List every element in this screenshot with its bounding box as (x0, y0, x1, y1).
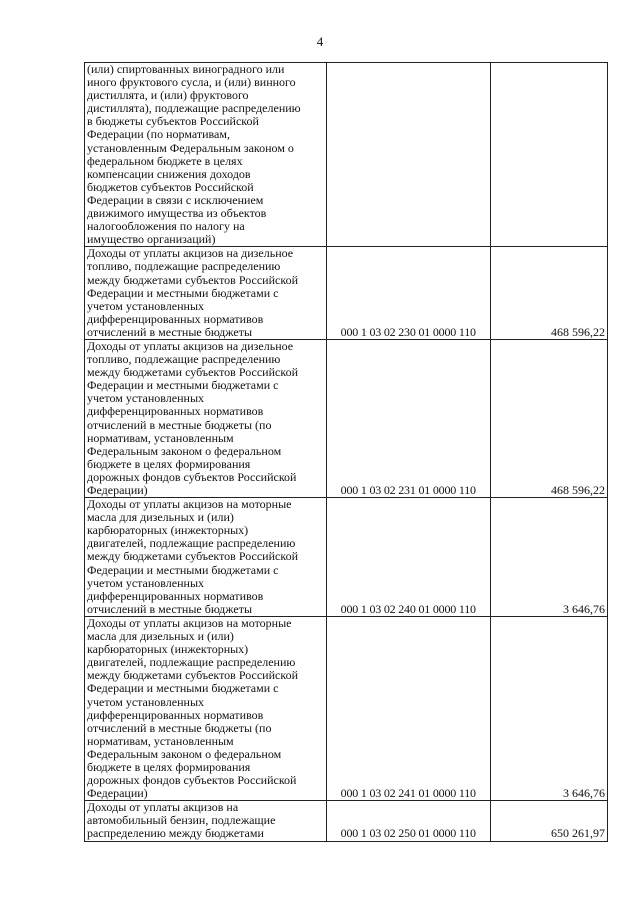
description-line: Федеральным законом о федеральном (87, 443, 282, 458)
description-line: движимого имущества из объектов (87, 206, 267, 221)
amount-cell (490, 63, 607, 247)
income-description-cell (85, 339, 327, 497)
description-line: учетом установленных (87, 298, 205, 313)
description-line: Доходы от уплаты акцизов на моторные (87, 615, 292, 630)
description-line: автомобильный бензин, подлежащие (87, 813, 276, 828)
description-line: дифференцированных нормативов (87, 311, 264, 326)
description-line: отчислений в местные бюджеты (87, 601, 253, 616)
description-line: федеральном бюджете в целях (87, 153, 243, 168)
description-line: Федеральным законом о федеральном (87, 746, 282, 761)
description-line: топливо, подлежащие распределению (87, 259, 281, 274)
description-line: Федерации) (87, 483, 148, 497)
page-number: 4 (316, 34, 324, 49)
description-line: иного фруктового сусла, и (или) винного (87, 75, 296, 90)
table-row (85, 247, 608, 340)
description-line: отчислений в местные бюджеты (87, 324, 253, 339)
description-line: дорожных фондов субъектов Российской (87, 773, 297, 788)
table-row (85, 801, 608, 841)
budget-code-cell: 000 1 03 02 241 01 0000 110 (326, 616, 490, 800)
description-line: Доходы от уплаты акцизов на (87, 800, 239, 815)
description-line: дифференцированных нормативов (87, 404, 264, 419)
income-description-cell (85, 498, 327, 617)
budget-code-cell: 000 1 03 02 250 01 0000 110 (326, 801, 490, 841)
amount-cell: 468 596,22 (490, 247, 607, 340)
description-line: Доходы от уплаты акцизов на дизельное (87, 246, 294, 261)
description-line: масла для дизельных и (или) (87, 629, 234, 644)
description-line: нормативам, установленным (87, 733, 234, 748)
description-line: учетом установленных (87, 694, 205, 709)
description-line: дистиллята), подлежащие распределению (87, 101, 301, 116)
table-row (85, 498, 608, 617)
description-line: двигателей, подлежащие распределению (87, 536, 296, 551)
description-line: Доходы от уплаты акцизов на дизельное (87, 338, 294, 353)
amount-cell: 468 596,22 (490, 339, 607, 497)
income-description-cell (85, 247, 327, 340)
budget-code-cell (326, 63, 490, 247)
description-line: карбюраторных (инжекторных) (87, 642, 249, 657)
description-line: бюджете в целях формирования (87, 759, 251, 774)
table-row (85, 616, 608, 800)
description-line: установленным Федеральным законом о (87, 140, 294, 155)
description-line: распределению между бюджетами (87, 826, 264, 841)
budget-code-cell: 000 1 03 02 231 01 0000 110 (326, 339, 490, 497)
description-line: учетом установленных (87, 391, 205, 406)
table-row (85, 63, 608, 247)
description-line: бюджетов субъектов Российской (87, 179, 254, 194)
description-line: дистиллята, и (или) фруктового (87, 88, 249, 103)
description-line: Федерации) (87, 786, 148, 801)
description-line: масла для дизельных и (или) (87, 510, 234, 525)
income-description-cell (85, 801, 327, 841)
income-description-cell (85, 63, 327, 247)
description-line: двигателей, подлежащие распределению (87, 655, 296, 670)
description-line: Федерации и местными бюджетами с (87, 285, 279, 300)
description-line: учетом установленных (87, 575, 205, 590)
description-line: дорожных фондов субъектов Российской (87, 469, 297, 484)
description-line: карбюраторных (инжекторных) (87, 523, 249, 538)
revenue-table (84, 62, 608, 842)
description-line: компенсации снижения доходов (87, 166, 251, 181)
description-line: дифференцированных нормативов (87, 707, 264, 722)
description-line: в бюджеты субъектов Российской (87, 114, 259, 129)
budget-code-cell: 000 1 03 02 240 01 0000 110 (326, 498, 490, 617)
description-line: бюджете в целях формирования (87, 456, 251, 471)
description-line: отчислений в местные бюджеты (по (87, 417, 272, 432)
income-description-cell (85, 616, 327, 800)
description-line: между бюджетами субъектов Российской (87, 272, 298, 287)
description-line: дифференцированных нормативов (87, 588, 264, 603)
description-line: Федерации и местными бюджетами с (87, 681, 279, 696)
amount-cell: 650 261,97 (490, 801, 607, 841)
budget-code-cell: 000 1 03 02 230 01 0000 110 (326, 247, 490, 340)
table-row (85, 339, 608, 497)
description-line: Доходы от уплаты акцизов на моторные (87, 497, 292, 512)
amount-cell: 3 646,76 (490, 616, 607, 800)
description-line: между бюджетами субъектов Российской (87, 365, 298, 380)
description-line: имущество организаций) (87, 232, 216, 247)
description-line: налогообложения по налогу на (87, 219, 245, 234)
description-line: отчислений в местные бюджеты (по (87, 720, 272, 735)
description-line: (или) спиртованных виноградного или (87, 62, 285, 76)
description-line: Федерации в связи с исключением (87, 192, 264, 207)
description-line: между бюджетами субъектов Российской (87, 668, 298, 683)
description-line: нормативам, установленным (87, 430, 234, 445)
revenue-table-body (85, 63, 608, 842)
description-line: Федерации (по нормативам, (87, 127, 230, 142)
description-line: топливо, подлежащие распределению (87, 352, 281, 367)
description-line: Федерации и местными бюджетами с (87, 378, 279, 393)
description-line: Федерации и местными бюджетами с (87, 562, 279, 577)
description-line: между бюджетами субъектов Российской (87, 549, 298, 564)
amount-cell: 3 646,76 (490, 498, 607, 617)
